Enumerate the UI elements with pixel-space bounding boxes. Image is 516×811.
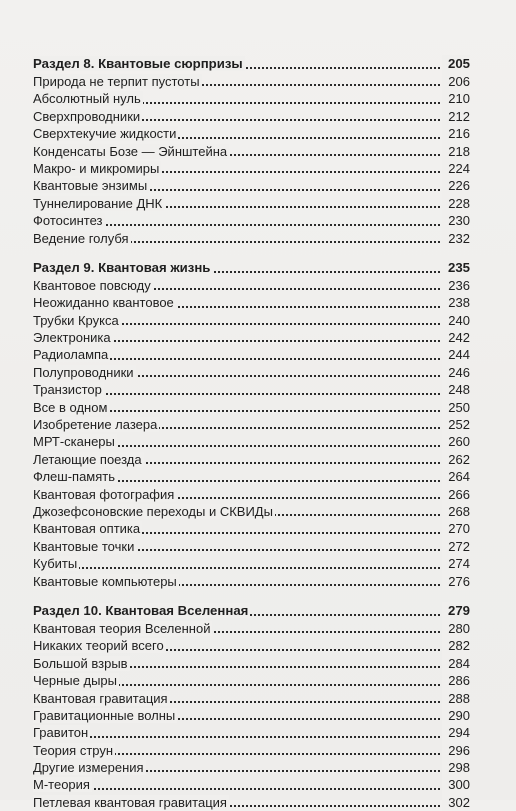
section-heading <box>33 602 470 620</box>
entry-page-number: 272 <box>442 538 470 555</box>
entry-title: Полупроводники <box>33 364 134 380</box>
section-title: Раздел 10. Квантовая Вселенная <box>33 602 249 618</box>
entry-title: Петлевая квантовая гравитация <box>33 794 227 810</box>
entry-page-number: 226 <box>442 177 470 194</box>
entry-title: Квантовые энзимы <box>33 178 148 194</box>
entry-title: Летающие поезда <box>33 451 142 467</box>
entry-page-number: 288 <box>442 690 470 707</box>
toc-entry <box>33 655 470 672</box>
entry-title: Джозефсоновские переходы и СКВИДы <box>33 503 273 519</box>
dot-leader <box>33 567 440 569</box>
entry-page-number: 266 <box>442 486 470 503</box>
toc-section <box>33 55 470 247</box>
entry-title: Все в одном <box>33 399 108 415</box>
toc-entry <box>33 573 470 590</box>
entry-title: Теория струн <box>33 742 114 758</box>
entry-title: Черные дыры <box>33 673 117 689</box>
toc-entry <box>33 555 470 572</box>
entry-title: Сверхпроводники <box>33 108 141 124</box>
toc-entry <box>33 759 470 776</box>
dot-leader <box>33 736 440 738</box>
toc-entry <box>33 672 470 689</box>
entry-page-number: 236 <box>442 277 470 294</box>
toc-entry <box>33 620 470 637</box>
entry-title: Гравитон <box>33 725 89 741</box>
dot-leader <box>33 788 440 790</box>
entry-title: Флеш-память <box>33 469 115 485</box>
entry-title: Квантовая оптика <box>33 521 141 537</box>
entry-title: Фотосинтез <box>33 213 103 229</box>
entry-title: Квантовая теория Вселенной <box>33 620 211 636</box>
entry-page-number: 300 <box>442 776 470 793</box>
section-page-number: 235 <box>442 259 470 277</box>
entry-title: Неожиданно квантовое <box>33 295 174 311</box>
entry-page-number: 264 <box>442 468 470 485</box>
toc-entry <box>33 724 470 741</box>
toc-entry <box>33 503 470 520</box>
toc-entry <box>33 776 470 793</box>
toc-entry <box>33 177 470 194</box>
toc-section <box>33 602 470 811</box>
toc-entry <box>33 538 470 555</box>
toc-entry <box>33 690 470 707</box>
entry-page-number: 206 <box>442 73 470 90</box>
entry-page-number: 276 <box>442 573 470 590</box>
entry-title: Большой взрыв <box>33 655 128 671</box>
entry-page-number: 228 <box>442 195 470 212</box>
entry-title: Квантовые точки <box>33 538 135 554</box>
entry-title: Электроника <box>33 330 111 346</box>
entry-page-number: 286 <box>442 672 470 689</box>
entry-title: М-теория <box>33 777 90 793</box>
toc-entry <box>33 381 470 398</box>
section-title: Раздел 8. Квантовые сюрпризы <box>33 56 243 71</box>
toc-entry <box>33 346 470 363</box>
entry-page-number: 294 <box>442 724 470 741</box>
toc-entry <box>33 73 470 90</box>
entry-title: Сверхтекучие жидкости <box>33 126 177 142</box>
toc-section <box>33 259 470 590</box>
entry-page-number: 296 <box>442 742 470 759</box>
toc-entry <box>33 108 470 125</box>
entry-page-number: 212 <box>442 108 470 125</box>
toc-entry <box>33 230 470 247</box>
entry-title: Транзистор <box>33 382 102 398</box>
entry-title: Конденсаты Бозе — Эйнштейна <box>33 143 228 159</box>
entry-title: Абсолютный нуль <box>33 91 141 107</box>
toc-entry <box>33 486 470 503</box>
entry-page-number: 224 <box>442 160 470 177</box>
toc-entry <box>33 277 470 294</box>
entry-page-number: 274 <box>442 555 470 572</box>
toc-entry <box>33 329 470 346</box>
toc-entry <box>33 294 470 311</box>
toc-entry <box>33 143 470 160</box>
toc-entry <box>33 468 470 485</box>
toc-entry <box>33 160 470 177</box>
toc-entry <box>33 637 470 654</box>
entry-page-number: 282 <box>442 637 470 654</box>
entry-title: Гравитационные волны <box>33 707 176 723</box>
entry-page-number: 248 <box>442 381 470 398</box>
entry-page-number: 232 <box>442 230 470 247</box>
entry-title: Никаких теорий всего <box>33 638 164 654</box>
toc-entry <box>33 90 470 107</box>
entry-page-number: 298 <box>442 759 470 776</box>
toc-entry <box>33 312 470 329</box>
entry-page-number: 252 <box>442 416 470 433</box>
entry-title: Природа не терпит пустоты <box>33 74 200 89</box>
toc-entry <box>33 212 470 229</box>
entry-page-number: 210 <box>442 90 470 107</box>
entry-title: Квантовые компьютеры <box>33 573 177 589</box>
toc-entry <box>33 125 470 142</box>
entry-title: МРТ-сканеры <box>33 434 115 450</box>
entry-page-number: 302 <box>442 794 470 811</box>
section-page-number: 279 <box>442 602 470 620</box>
toc-entry <box>33 195 470 212</box>
entry-page-number: 250 <box>442 399 470 416</box>
entry-page-number: 216 <box>442 125 470 142</box>
entry-page-number: 268 <box>442 503 470 520</box>
section-page-number: 205 <box>442 55 470 73</box>
entry-page-number: 280 <box>442 620 470 637</box>
toc-entry <box>33 520 470 537</box>
entry-title: Трубки Крукса <box>33 312 119 328</box>
toc-entry <box>33 399 470 416</box>
entry-page-number: 230 <box>442 212 470 229</box>
toc-entry <box>33 433 470 450</box>
section-heading <box>33 259 470 277</box>
entry-title: Туннелирование ДНК <box>33 195 163 211</box>
entry-page-number: 238 <box>442 294 470 311</box>
toc-entry <box>33 794 470 811</box>
entry-page-number: 290 <box>442 707 470 724</box>
entry-page-number: 242 <box>442 329 470 346</box>
toc-entry <box>33 742 470 759</box>
toc-entry <box>33 416 470 433</box>
entry-title: Другие измерения <box>33 760 144 776</box>
section-title: Раздел 9. Квантовая жизнь <box>33 259 211 275</box>
entry-page-number: 244 <box>442 346 470 363</box>
entry-title: Изобретение лазера <box>33 417 158 433</box>
toc-entry <box>33 451 470 468</box>
entry-title: Квантовое повсюду <box>33 277 151 293</box>
entry-page-number: 284 <box>442 655 470 672</box>
toc-entry <box>33 707 470 724</box>
entry-title: Макро- и микромиры <box>33 160 160 176</box>
entry-page-number: 218 <box>442 143 470 160</box>
entry-page-number: 262 <box>442 451 470 468</box>
entry-page-number: 246 <box>442 364 470 381</box>
entry-page-number: 270 <box>442 520 470 537</box>
toc-entry <box>33 364 470 381</box>
entry-page-number: 260 <box>442 433 470 450</box>
entry-page-number: 240 <box>442 312 470 329</box>
section-heading <box>33 55 470 73</box>
entry-title: Квантовая фотография <box>33 486 175 502</box>
entry-title: Ведение голубя <box>33 230 129 246</box>
table-of-contents <box>33 55 470 811</box>
entry-title: Радиолампа <box>33 347 109 363</box>
entry-title: Квантовая гравитация <box>33 690 168 706</box>
entry-title: Кубиты <box>33 556 78 572</box>
